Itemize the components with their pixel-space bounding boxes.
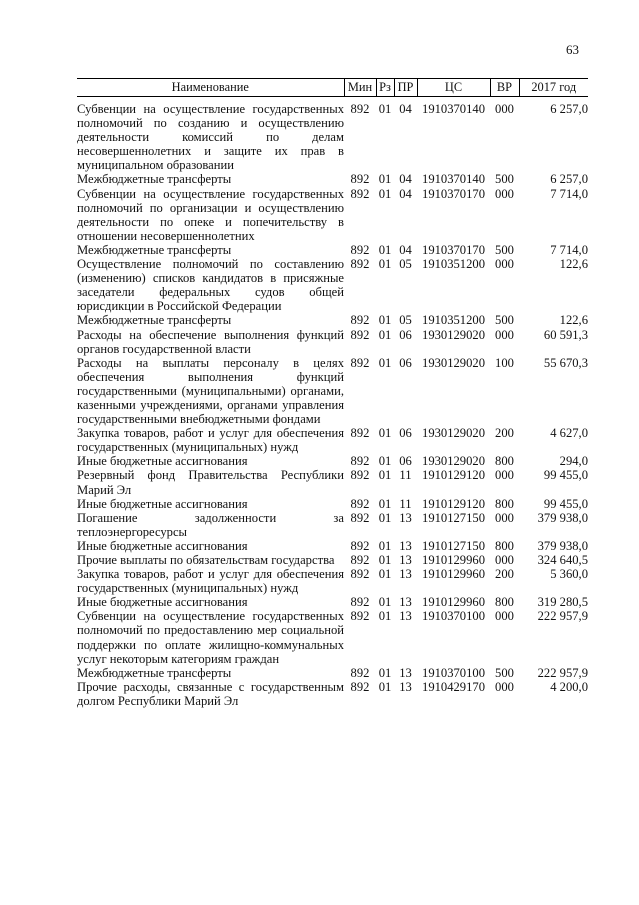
row-min: 892 <box>350 102 370 116</box>
row-pr: 04 <box>399 102 412 116</box>
row-pr: 05 <box>399 257 412 272</box>
row-amount: 379 938,0 <box>537 538 588 553</box>
row-cs: 1910370140 <box>422 102 485 116</box>
header-year: 2017 год <box>519 79 588 97</box>
row-vr: 000 <box>495 186 514 201</box>
row-name: Иные бюджетные ассигнования <box>77 538 248 553</box>
row-name: Прочие выплаты по обязательствам государства <box>77 553 335 567</box>
row-min: 892 <box>350 242 370 257</box>
row-amount: 99 455,0 <box>543 496 588 511</box>
row-rz: 01 <box>378 510 392 525</box>
row-vr: 200 <box>495 567 514 582</box>
row-name: Расходы на выплаты персоналу в целях обеспечения выполнения функций государственными (муниципальными) органами, казенными учреждениями, органами управления государственными внебюджетными фондами <box>77 355 344 427</box>
row-vr: 500 <box>495 242 514 257</box>
row-name: Межбюджетные трансферты <box>77 172 232 187</box>
table-row <box>77 553 588 567</box>
row-amount: 222 957,9 <box>537 609 588 624</box>
row-vr: 800 <box>495 538 514 553</box>
table-row <box>77 539 588 553</box>
row-cs: 1930129020 <box>422 454 485 469</box>
row-vr: 500 <box>495 313 514 328</box>
row-min: 892 <box>350 679 370 694</box>
row-pr: 13 <box>399 609 412 624</box>
row-min: 892 <box>350 553 370 567</box>
row-amount: 6 257,0 <box>550 102 588 116</box>
table-row <box>77 97 588 173</box>
row-vr: 800 <box>495 496 514 511</box>
row-amount: 379 938,0 <box>537 510 588 525</box>
row-pr: 06 <box>399 355 412 370</box>
table-row <box>77 468 588 496</box>
row-cs: 1910370170 <box>422 186 485 201</box>
row-vr: 500 <box>495 665 514 680</box>
page-number: 63 <box>566 42 579 57</box>
row-vr: 000 <box>495 327 514 342</box>
table-row <box>77 454 588 468</box>
row-min: 892 <box>350 496 370 511</box>
row-name: Субвенции на осуществление государственных полномочий по предоставлению мер социальной поддержки по оплате жилищно-коммунальных услуг некоторым категориям граждан <box>77 609 344 666</box>
row-pr: 13 <box>399 510 412 525</box>
row-cs: 1910370100 <box>422 665 485 680</box>
header-rz: Рз <box>376 79 394 97</box>
row-rz: 01 <box>378 609 392 624</box>
row-rz: 01 <box>378 468 392 483</box>
row-vr: 000 <box>495 679 514 694</box>
row-rz: 01 <box>378 242 392 257</box>
row-pr: 13 <box>399 665 412 680</box>
row-min: 892 <box>350 595 370 610</box>
row-pr: 11 <box>399 468 412 483</box>
table-row <box>77 680 588 708</box>
row-pr: 04 <box>399 172 412 187</box>
row-pr: 11 <box>399 496 412 511</box>
table-row <box>77 313 588 327</box>
row-rz: 01 <box>378 595 392 610</box>
row-amount: 294,0 <box>559 454 588 469</box>
row-cs: 1910129960 <box>422 595 485 610</box>
row-name: Осуществление полномочий по составлению (изменению) списков кандидатов в присяжные заседатели федеральных судов общей юрисдикции в Российской Федерации <box>77 257 344 314</box>
row-name: Субвенции на осуществление государственных полномочий по организации и осуществлению деятельности по опеке и попечительству в отношении несовершеннолетних <box>77 186 344 243</box>
row-amount: 6 257,0 <box>550 172 588 187</box>
row-min: 892 <box>350 327 370 342</box>
row-name: Закупка товаров, работ и услуг для обеспечения государственных (муниципальных) нужд <box>77 426 344 455</box>
table-row <box>77 257 588 313</box>
row-amount: 324 640,5 <box>537 553 588 567</box>
row-rz: 01 <box>378 172 392 187</box>
row-name: Иные бюджетные ассигнования <box>77 496 248 511</box>
row-name: Резервный фонд Правительства Республики Марий Эл <box>77 468 344 497</box>
row-name: Погашение задолженности за теплоэнергоресурсы <box>77 510 344 539</box>
header-cs: ЦС <box>417 79 490 97</box>
row-rz: 01 <box>378 496 392 511</box>
header-min: Мин <box>344 79 376 97</box>
row-vr: 000 <box>495 257 514 272</box>
row-rz: 01 <box>378 553 392 567</box>
row-cs: 1910370140 <box>422 172 485 187</box>
row-cs: 1930129020 <box>422 327 485 342</box>
row-min: 892 <box>350 355 370 370</box>
table-row <box>77 172 588 186</box>
row-pr: 05 <box>399 313 412 328</box>
row-name: Расходы на обеспечение выполнения функций органов государственной власти <box>77 327 344 356</box>
row-pr: 06 <box>399 327 412 342</box>
row-rz: 01 <box>378 679 392 694</box>
row-rz: 01 <box>378 327 392 342</box>
table-row <box>77 426 588 454</box>
row-amount: 7 714,0 <box>550 242 588 257</box>
row-cs: 1910370170 <box>422 242 485 257</box>
row-amount: 99 455,0 <box>543 468 588 483</box>
row-vr: 000 <box>495 609 514 624</box>
row-vr: 000 <box>495 102 514 116</box>
row-cs: 1910351200 <box>422 257 485 272</box>
row-vr: 000 <box>495 510 514 525</box>
row-min: 892 <box>350 510 370 525</box>
row-vr: 200 <box>495 426 514 441</box>
row-amount: 122,6 <box>559 313 588 328</box>
row-rz: 01 <box>378 313 392 328</box>
row-pr: 13 <box>399 538 412 553</box>
row-rz: 01 <box>378 538 392 553</box>
row-vr: 000 <box>495 553 514 567</box>
row-rz: 01 <box>378 355 392 370</box>
table-row <box>77 243 588 257</box>
row-cs: 1910129120 <box>422 496 485 511</box>
row-amount: 4 200,0 <box>550 679 588 694</box>
row-min: 892 <box>350 426 370 441</box>
row-min: 892 <box>350 665 370 680</box>
row-amount: 122,6 <box>559 257 588 272</box>
row-amount: 60 591,3 <box>543 327 588 342</box>
row-min: 892 <box>350 172 370 187</box>
row-min: 892 <box>350 257 370 272</box>
row-rz: 01 <box>378 665 392 680</box>
row-min: 892 <box>350 468 370 483</box>
row-name: Иные бюджетные ассигнования <box>77 454 248 469</box>
row-vr: 800 <box>495 595 514 610</box>
row-amount: 55 670,3 <box>543 355 588 370</box>
row-pr: 06 <box>399 426 412 441</box>
row-rz: 01 <box>378 426 392 441</box>
table-row <box>77 511 588 539</box>
table-row <box>77 609 588 665</box>
row-rz: 01 <box>378 567 392 582</box>
header-vr: ВР <box>490 79 519 97</box>
table-row <box>77 567 588 595</box>
row-cs: 1910127150 <box>422 510 485 525</box>
row-amount: 4 627,0 <box>550 426 588 441</box>
row-vr: 800 <box>495 454 514 469</box>
row-min: 892 <box>350 538 370 553</box>
row-pr: 06 <box>399 454 412 469</box>
row-rz: 01 <box>378 186 392 201</box>
row-rz: 01 <box>378 454 392 469</box>
row-cs: 1910129960 <box>422 553 485 567</box>
row-cs: 1910129120 <box>422 468 485 483</box>
row-cs: 1910127150 <box>422 538 485 553</box>
row-amount: 5 360,0 <box>550 567 588 582</box>
row-rz: 01 <box>378 257 392 272</box>
row-min: 892 <box>350 186 370 201</box>
row-pr: 13 <box>399 679 412 694</box>
row-pr: 13 <box>399 595 412 610</box>
table-row <box>77 595 588 609</box>
table-row <box>77 666 588 680</box>
row-cs: 1910351200 <box>422 313 485 328</box>
row-pr: 04 <box>399 242 412 257</box>
row-amount: 222 957,9 <box>537 665 588 680</box>
row-min: 892 <box>350 454 370 469</box>
row-name: Иные бюджетные ассигнования <box>77 595 248 610</box>
row-vr: 500 <box>495 172 514 187</box>
row-min: 892 <box>350 313 370 328</box>
row-rz: 01 <box>378 102 392 116</box>
row-name: Закупка товаров, работ и услуг для обеспечения государственных (муниципальных) нужд <box>77 567 344 596</box>
row-min: 892 <box>350 609 370 624</box>
table-row <box>77 356 588 426</box>
header-name: Наименование <box>77 79 344 97</box>
row-vr: 000 <box>495 468 514 483</box>
table-header-row <box>77 79 588 97</box>
row-pr: 13 <box>399 553 412 567</box>
row-name: Межбюджетные трансферты <box>77 313 232 328</box>
table-row <box>77 328 588 356</box>
row-cs: 1910370100 <box>422 609 485 624</box>
row-name: Межбюджетные трансферты <box>77 242 232 257</box>
row-cs: 1910129960 <box>422 567 485 582</box>
row-amount: 319 280,5 <box>537 595 588 610</box>
row-name: Межбюджетные трансферты <box>77 665 232 680</box>
table-row <box>77 187 588 243</box>
row-vr: 100 <box>495 355 514 370</box>
row-cs: 1910429170 <box>422 679 485 694</box>
row-pr: 04 <box>399 186 412 201</box>
row-pr: 13 <box>399 567 412 582</box>
row-cs: 1930129020 <box>422 426 485 441</box>
row-min: 892 <box>350 567 370 582</box>
header-pr: ПР <box>394 79 417 97</box>
row-amount: 7 714,0 <box>550 186 588 201</box>
row-name: Прочие расходы, связанные с государственным долгом Республики Марий Эл <box>77 679 344 708</box>
row-name: Субвенции на осуществление государственных полномочий по созданию и осуществлению деятельности комиссий по делам несовершеннолетних и защите их прав в муниципальном образовании <box>77 102 344 173</box>
table-row <box>77 497 588 511</box>
budget-table <box>77 78 588 708</box>
row-cs: 1930129020 <box>422 355 485 370</box>
